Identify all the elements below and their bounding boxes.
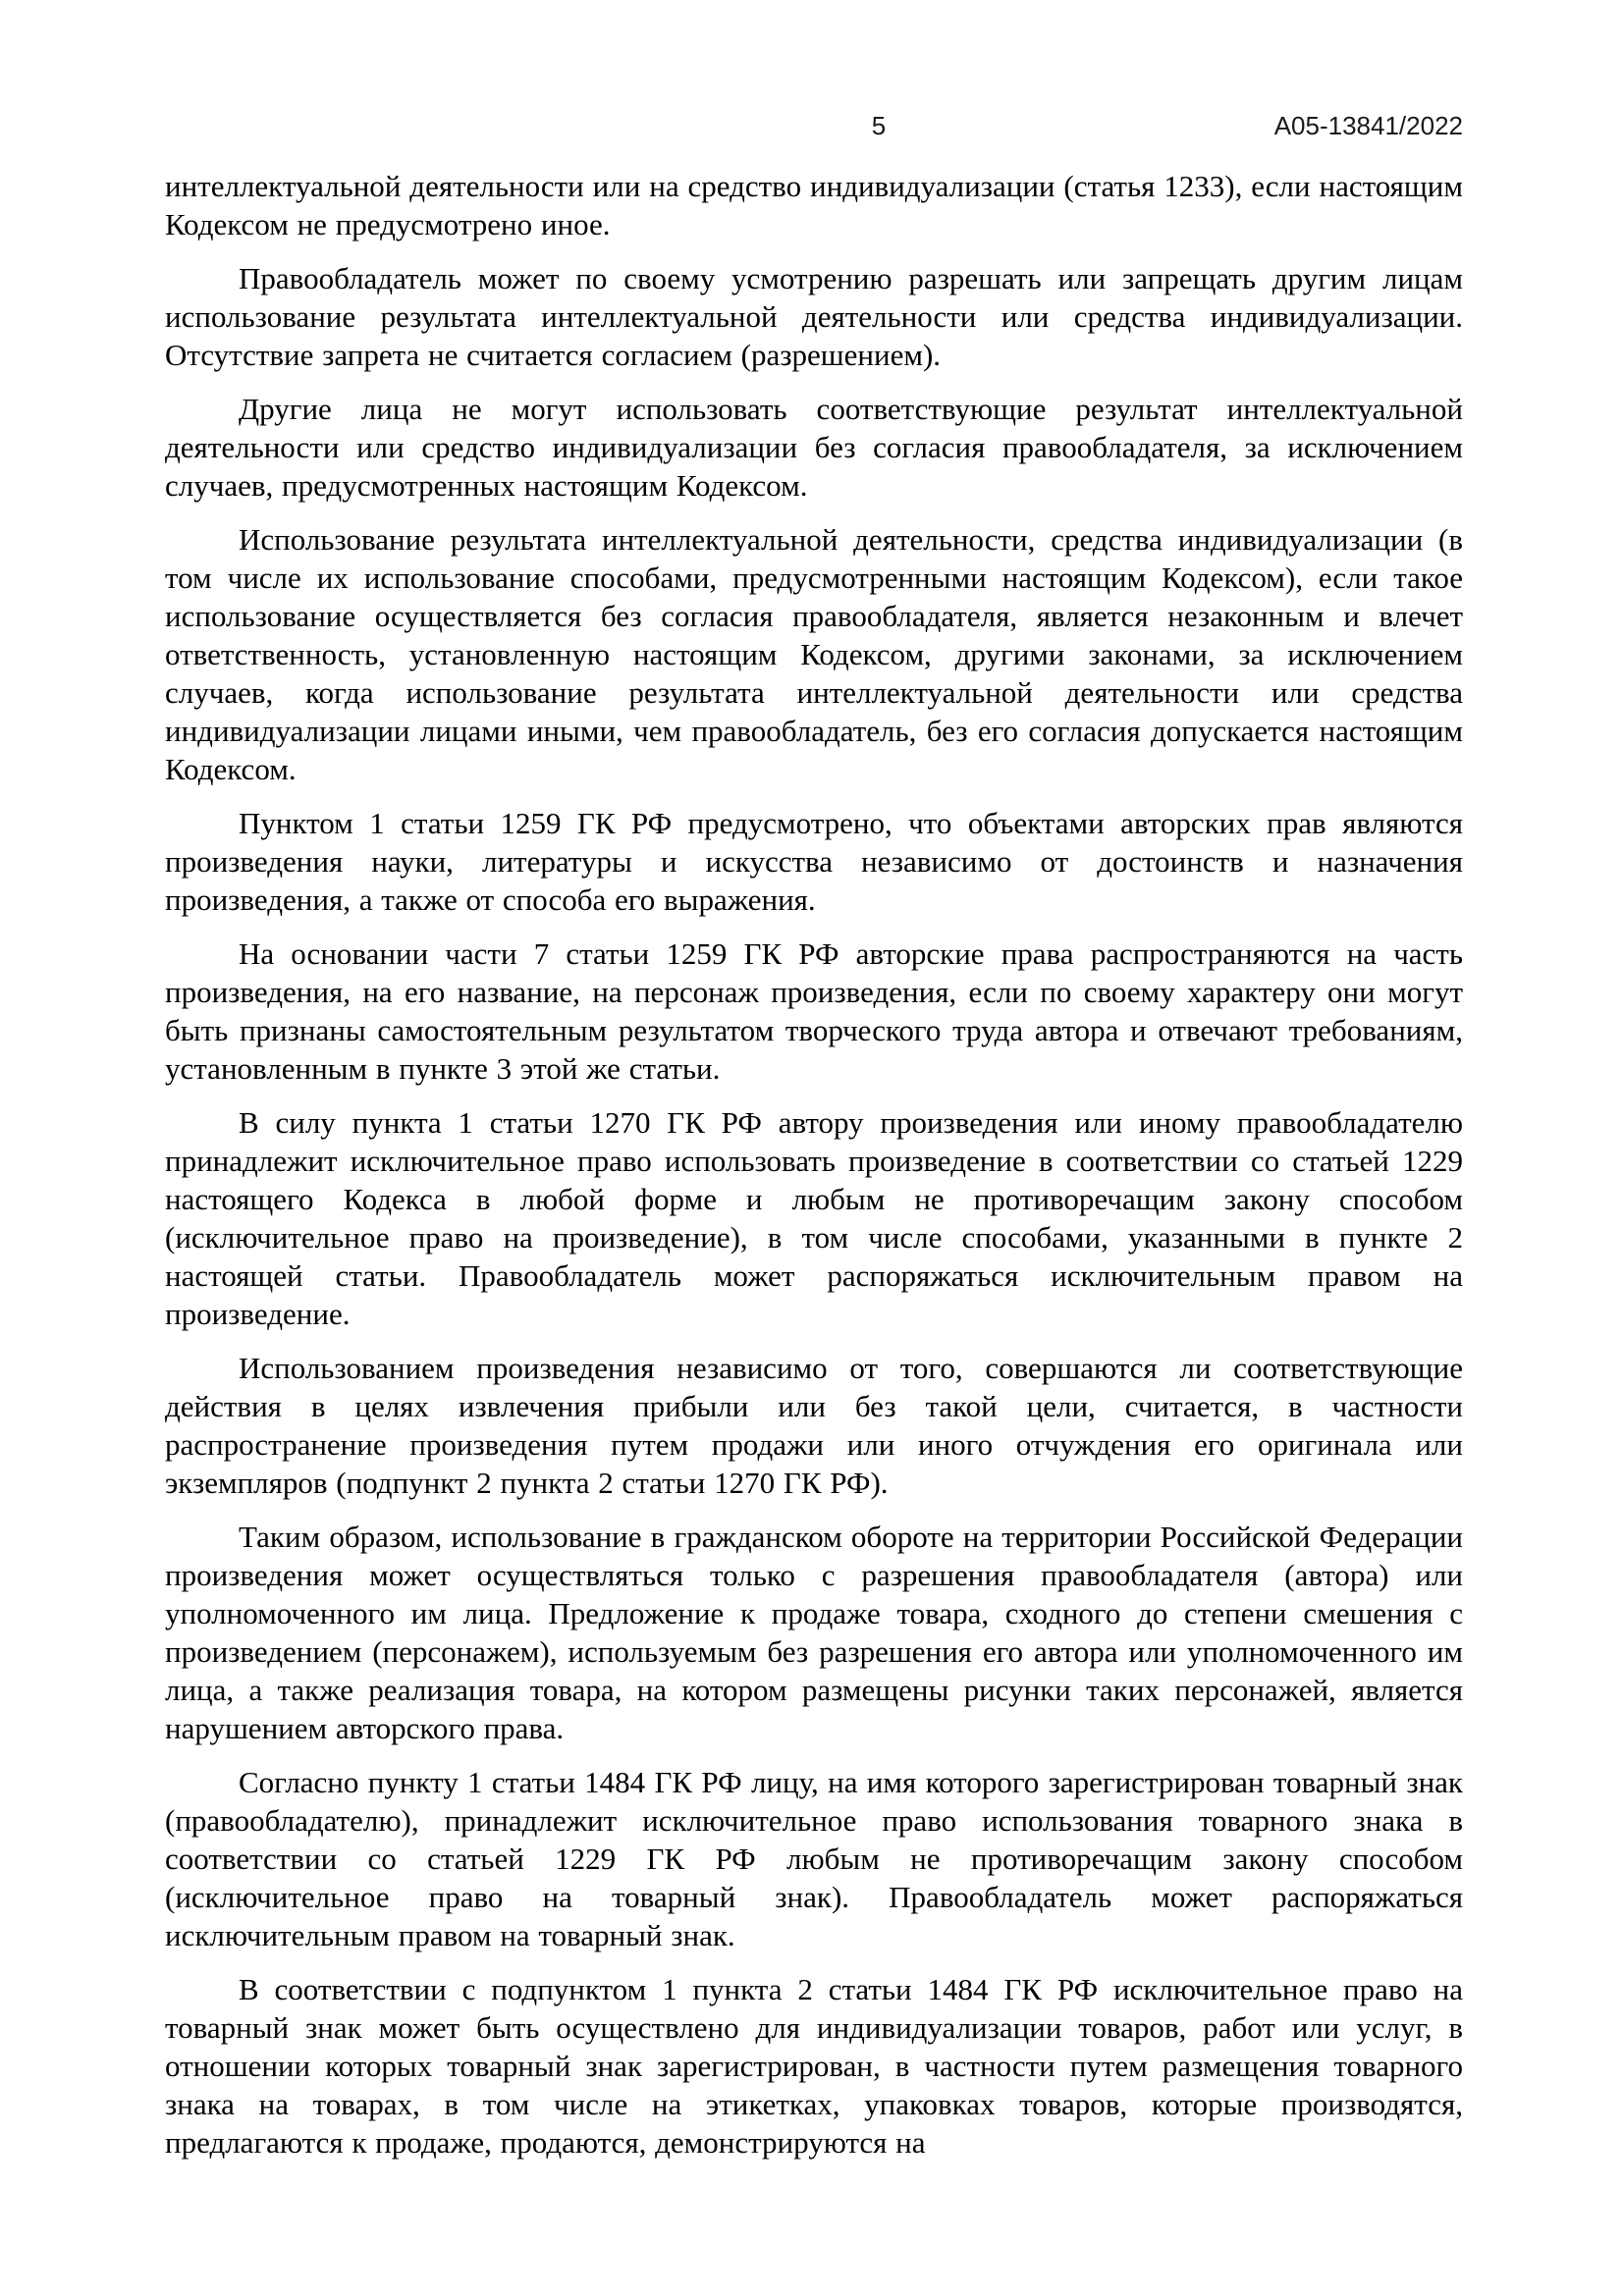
paragraph: Другие лица не могут использовать соответствующие результат интеллектуальной деятельности или средство индивидуализации без согласия правообладателя, за исключением случаев, предусмотренных настоящим Кодексом.: [165, 392, 1463, 503]
paragraph: Использование результата интеллектуальной деятельности, средства индивидуализации (в том числе их использование способами, предусмотренными настоящим Кодексом), если такое использование осуществляется без согласия правообладателя, является незаконным и влечет ответственность, установленную настоящим Кодексом, другими законами, за исключением случаев, когда использование результата интеллектуальной деятельности или средства индивидуализации лицами иными, чем правообладатель, без его согласия допускается настоящим Кодексом.: [165, 522, 1463, 786]
paragraph: В соответствии с подпунктом 1 пункта 2 статьи 1484 ГК РФ исключительное право на товарный знак может быть осуществлено для индивидуализации товаров, работ или услуг, в отношении которых товарный знак зарегистрирован, в частности путем размещения товарного знака на товарах, в том числе на этикетках, упаковках товаров, которые производятся, предлагаются к продаже, продаются, демонстрируются на: [165, 1972, 1463, 2160]
paragraph: Правообладатель может по своему усмотрению разрешать или запрещать другим лицам использование результата интеллектуальной деятельности или средства индивидуализации. Отсутствие запрета не считается согласием (разрешением).: [165, 261, 1463, 372]
case-number: А05-13841/2022: [1273, 111, 1463, 140]
paragraph: Использованием произведения независимо от того, совершаются ли соответствующие действия в целях извлечения прибыли или без такой цели, считается, в частности распространение произведения путем продажи или иного отчуждения его оригинала или экземпляров (подпункт 2 пункта 2 статьи 1270 ГК РФ).: [165, 1351, 1463, 1500]
paragraph: Пунктом 1 статьи 1259 ГК РФ предусмотрено, что объектами авторских прав являются произведения науки, литературы и искусства независимо от достоинств и назначения произведения, а также от способа его выражения.: [165, 806, 1463, 917]
paragraph: Согласно пункту 1 статьи 1484 ГК РФ лицу, на имя которого зарегистрирован товарный знак (правообладателю), принадлежит исключительное право использования товарного знака в соответствии со статьей 1229 ГК РФ любым не противоречащим закону способом (исключительное право на товарный знак). Правообладатель может распоряжаться исключительным правом на товарный знак.: [165, 1765, 1463, 1952]
paragraph: В силу пункта 1 статьи 1270 ГК РФ автору произведения или иному правообладателю принадлежит исключительное право использовать произведение в соответствии со статьей 1229 настоящего Кодекса в любой форме и любым не противоречащим закону способом (исключительное право на произведение), в том числе способами, указанными в пункте 2 настоящей статьи. Правообладатель может распоряжаться исключительным правом на произведение.: [165, 1105, 1463, 1331]
document-body: [165, 167, 1463, 2177]
paragraph: Таким образом, использование в гражданском обороте на территории Российской Федерации произведения может осуществляться только с разрешения правообладателя (автора) или уполномоченного им лица. Предложение к продаже товара, сходного до степени смешения с произведением (персонажем), используемым без разрешения его автора или уполномоченного им лица, а также реализация товара, на котором размещены рисунки таких персонажей, является нарушением авторского права.: [165, 1520, 1463, 1745]
page-header: [165, 110, 1463, 145]
page-number: 5: [871, 111, 887, 140]
paragraph-continuation: интеллектуальной деятельности или на средство индивидуализации (статья 1233), если настоящим Кодексом не предусмотрено иное.: [165, 169, 1463, 241]
paragraph: На основании части 7 статьи 1259 ГК РФ авторские права распространяются на часть произведения, на его название, на персонаж произведения, если по своему характеру они могут быть признаны самостоятельным результатом творческого труда автора и отвечают требованиям, установленным в пункте 3 этой же статьи.: [165, 936, 1463, 1086]
